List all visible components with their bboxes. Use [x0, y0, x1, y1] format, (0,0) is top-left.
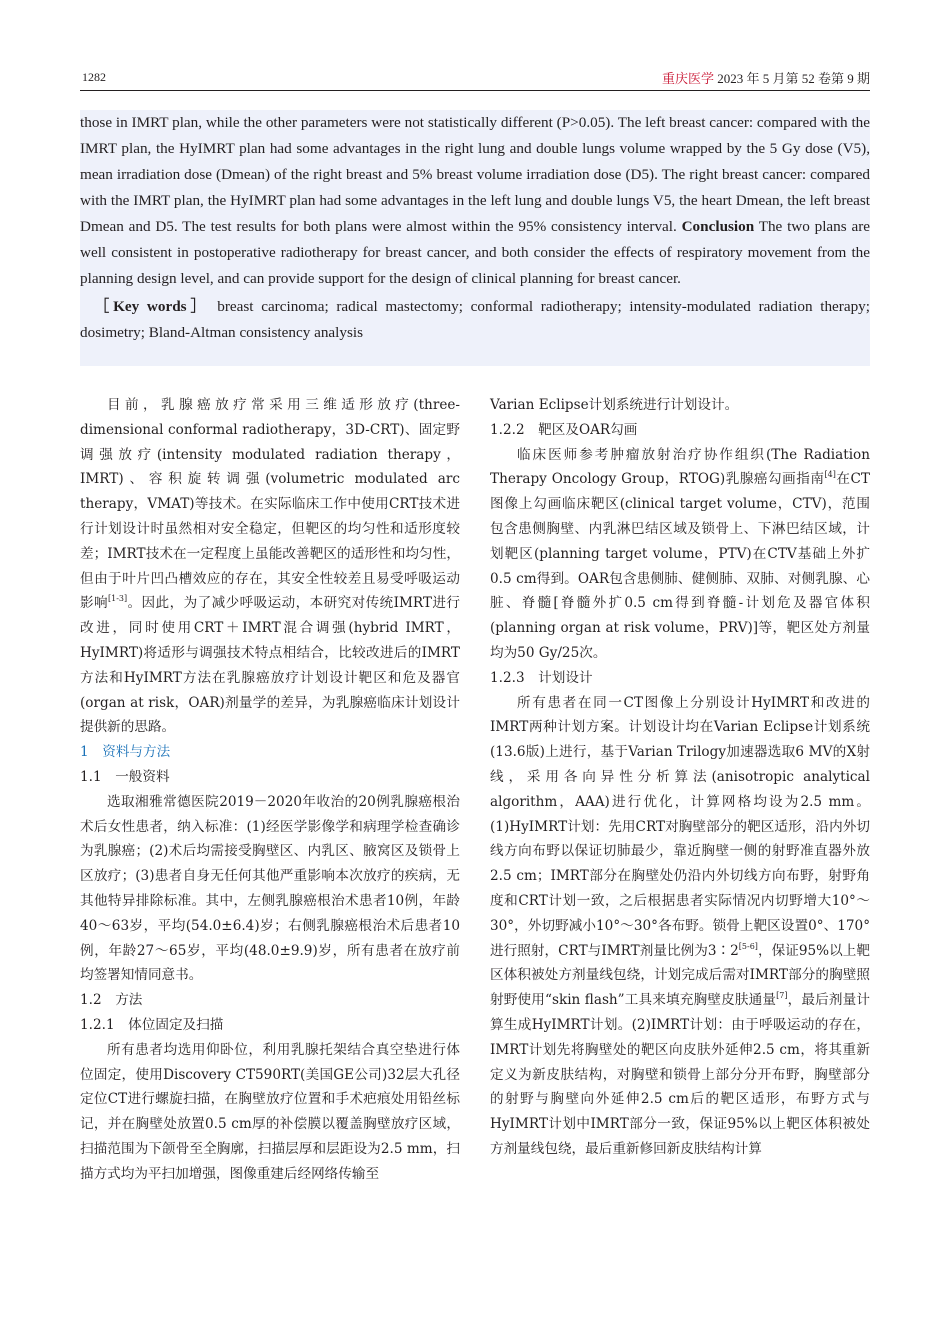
section-1-title: 1 资料与方法 — [80, 744, 171, 761]
right-column — [490, 393, 870, 1162]
intro-paragraph: 目前，乳腺癌放疗常采用三维适形放疗(three-dimensional conformal radiotherapy，3D-CRT)、固定野调强放疗(intensity modulated radiation therapy，IMRT)、容积旋转调强(volumetric modulated arc therapy，VMAT)等技术。在实际临床工作中使用CRT技术进行计划设计时虽然相对安全稳定，但靶区的均匀性和适形度较差；IMRT技术在一定程度上虽能改善靶区的适形性和均匀性，但由于叶片凹凸槽效应的存在，其安全性较差且易受呼吸运动影响[1-3]。因此，为了减少呼吸运动，本研究对传统IMRT进行改进，同时使用CRT＋IMRT混合调强(hybrid IMRT，HyIMRT)将适形与调强技术特点相结合，比较改进后的IMRT方法和HyIMRT方法在乳腺癌放疗计划设计靶区和危及器官(organ at risk，OAR)剂量学的差异，为乳腺癌临床计划设计提供新的思路。 — [80, 397, 460, 736]
section-1-2-1-title: 1.2.1 体位固定及扫描 — [80, 1016, 224, 1033]
journal-header — [662, 68, 870, 87]
header-rule — [80, 90, 870, 91]
conclusion-label: Conclusion — [681, 218, 755, 235]
section-1-2-3-title: 1.2.3 计划设计 — [490, 669, 593, 686]
keywords-text: breast carcinoma; radical mastectomy; conformal radiotherapy; intensity-modulated radiation therapy; dosimetry; Bland-Altman consistency analysis — [80, 298, 870, 341]
citation[interactable]: [7] — [776, 991, 788, 1001]
citation[interactable]: [4] — [824, 470, 836, 480]
english-abstract — [80, 110, 870, 366]
section-1-1-text: 选取湘雅常德医院2019－2020年收治的20例乳腺癌根治术后女性患者，纳入标准：(1)经医学影像学和病理学检查确诊为乳腺癌；(2)术后均需接受胸壁区、内乳区、腋窝区及锁骨上区放疗；(3)患者自身无任何其他严重影响本次放疗的疾病，无其他特异排除标准。其中，左侧乳腺癌根治术患者10例，年龄40～63岁，平均(54.0±6.4)岁；右侧乳腺癌根治术后患者10例，年龄27～65岁，平均(48.0±9.9)岁，所有患者在放疗前均签署知情同意书。 — [80, 793, 460, 984]
citation[interactable]: [1-3] — [108, 594, 128, 604]
section-1-2-1-continued: Varian Eclipse计划系统进行计划设计。 — [490, 397, 739, 413]
keywords-label: ［Key words］ — [94, 298, 210, 315]
abstract-body — [80, 110, 870, 292]
issue-info: 2023 年 5 月第 52 卷第 9 期 — [717, 71, 870, 86]
left-column — [80, 393, 460, 1187]
section-1-2-title: 1.2 方法 — [80, 992, 143, 1009]
citation[interactable]: [5-6] — [738, 941, 758, 951]
conclusion-text: The two plans are well consistent in postoperative radiotherapy for breast cancer, and both consider the effects of respiratory movement from the planning design level, and can provide support for the design of clinical planning for breast cancer. — [80, 218, 870, 287]
abstract-results: those in IMRT plan, while the other parameters were not statistically different (P>0.05). The left breast cancer: compared with the IMRT plan, the HyIMRT plan had some advantages in the right lung and double lungs volume wrapped by the 5 Gy dose (V5), mean irradiation dose (Dmean) of the right breast and 5% breast volume irradiation dose (D5). The right breast cancer: compared with the IMRT plan, the HyIMRT plan had some advantages in the left lung and double lungs V5, the heart Dmean, the left breast Dmean and D5. The test results for both plans were almost within the 95% consistency interval. — [80, 114, 870, 235]
section-1-1-title: 1.1 一般资料 — [80, 768, 170, 785]
section-1-2-3-text: 所有患者在同一CT图像上分别设计HyIMRT和改进的IMRT两种计划方案。计划设计均在Varian Eclipse计划系统(13.6版)上进行，基于Varian Trilogy加速器选取6 MV的X射线，采用各向异性分析算法(anisotropic analytical algorithm，AAA)进行优化，计算网格均设为2.5 mm。(1)HyIMRT计划：先用CRT对胸壁部分的靶区适形，沿内外切线方向布野以保证切肺最少，靠近胸壁一侧的射野准直器外放2.5 cm；IMRT部分在胸壁处仍沿内外切线方向布野，射野角度和CRT计划一致，之后根据患者实际情况内切野增大10°～30°，外切野减小10°～30°各布野。锁骨上靶区设置0°、170°进行照射，CRT与IMRT剂量比例为3∶2[5-6]，保证95%以上靶区体积被处方剂量线包绕，计划完成后需对IMRT部分的胸壁照射野使用“skin flash”工具来填充胸壁皮肤通量[7]，最后剂量计算生成HyIMRT计划。(2)IMRT计划：由于呼吸运动的存在，IMRT计划先将胸壁处的靶区向皮肤外延伸2.5 cm，将其重新定义为新皮肤结构，对胸壁和锁骨上部分分开布野，胸壁部分的射野与胸壁向外延伸2.5 cm后的靶区适形，布野方式与HyIMRT计划中IMRT部分一致，保证95%以上靶区体积被处方剂量线包绕，最后重新修回新皮肤结构计算 — [490, 694, 871, 1157]
journal-name: 重庆医学 — [661, 71, 714, 86]
keywords — [80, 294, 870, 346]
section-1-2-2-title: 1.2.2 靶区及OAR勾画 — [490, 421, 638, 438]
section-1-2-1-text: 所有患者均选用仰卧位，利用乳腺托架结合真空垫进行体位固定，使用Discovery CT590RT(美国GE公司)32层大孔径定位CT进行螺旋扫描，在胸壁放疗位置和手术疤痕处用铅丝标记，并在胸壁处放置0.5 cm厚的补偿膜以覆盖胸壁放疗区域，扫描范围为下颌骨至全胸廓，扫描层厚和层距设为2.5 mm，扫描方式均为平扫加增强，图像重建后经网络传输至 — [80, 1041, 460, 1182]
page-number: 1282 — [82, 70, 106, 84]
section-1-2-2-text: 临床医师参考肿瘤放射治疗协作组织(The Radiation Therapy Oncology Group，RTOG)乳腺癌勾画指南[4]在CT图像上勾画临床靶区(clinical target volume，CTV)，范围包含患侧胸壁、内乳淋巴结区域及锁骨上、下淋巴结区域，计划靶区(planning target volume，PTV)在CTV基础上外扩0.5 cm得到。OAR包含患侧肺、健侧肺、双肺、对侧乳腺、心脏、脊髓[脊髓外扩0.5 cm得到脊髓-计划危及器官体积(planning organ at risk volume，PRV)]等，靶区处方剂量均为50 Gy/25次。 — [490, 446, 870, 661]
